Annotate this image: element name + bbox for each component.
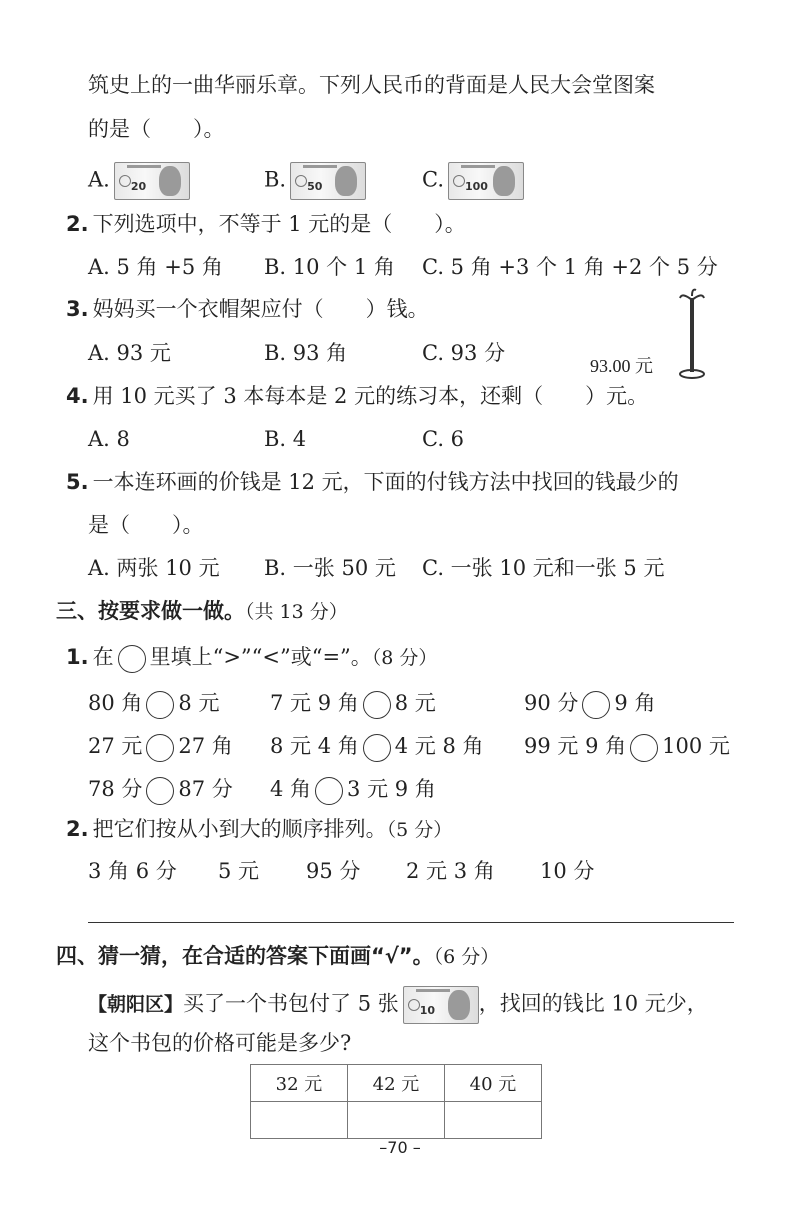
q3-question: 3. 妈妈买一个衣帽架应付（ ）钱。 <box>66 297 429 321</box>
q4-question: 4. 用 10 元买了 3 本每本是 2 元的练习本，还剩（ ）元。 <box>66 384 649 408</box>
q5-option-c[interactable]: C. 一张 10 元和一张 5 元 <box>422 556 665 580</box>
compare-circle[interactable] <box>146 734 174 762</box>
s4-question-line-1: 【朝阳区】买了一个书包付了 5 张 10 ，找回的钱比 10 元少， <box>88 986 708 1024</box>
compare-circle[interactable] <box>146 777 174 805</box>
banknote-20-icon: 20 <box>114 162 190 200</box>
answer-cell-40[interactable] <box>445 1102 542 1139</box>
q2-option-b[interactable]: B. 10 个 1 角 <box>264 255 395 279</box>
answer-divider-line <box>88 922 734 923</box>
intro-line-1: 筑史上的一曲华丽乐章。下列人民币的背面是人民大会堂图案 <box>88 73 655 97</box>
q3-option-a[interactable]: A. 93 元 <box>88 341 171 365</box>
section-3-title: 三、按要求做一做。（共 13 分） <box>56 599 348 623</box>
q4-option-c[interactable]: C. 6 <box>422 427 465 451</box>
order-item: 10 分 <box>540 859 595 883</box>
q1-option-c[interactable]: C. 100 <box>422 162 524 200</box>
section-4-title: 四、猜一猜，在合适的答案下面画“√”。（6 分） <box>56 944 500 968</box>
order-item: 3 角 6 分 <box>88 859 177 883</box>
q4-option-a[interactable]: A. 8 <box>88 427 130 451</box>
answer-cell-32[interactable] <box>251 1102 348 1139</box>
s4-question-line-2: 这个书包的价格可能是多少? <box>88 1031 352 1055</box>
answer-cell-42[interactable] <box>348 1102 445 1139</box>
q3-option-c[interactable]: C. 93 分 <box>422 341 506 365</box>
compare-item: 4 角 3 元 9 角 <box>270 774 436 805</box>
q5-question-line-1: 5. 一本连环画的价钱是 12 元，下面的付钱方法中找回的钱最少的 <box>66 470 679 494</box>
table-header-row <box>251 1065 542 1102</box>
compare-item: 99 元 9 角 100 元 <box>524 731 730 762</box>
q1-option-a[interactable]: A. 20 <box>88 162 190 200</box>
compare-circle[interactable] <box>630 734 658 762</box>
compare-item: 80 角 8 元 <box>88 688 219 719</box>
price-option-42: 42 元 <box>348 1065 445 1102</box>
compare-item: 90 分 9 角 <box>524 688 655 719</box>
banknote-50-icon: 50 <box>290 162 366 200</box>
price-choice-table <box>250 1064 542 1139</box>
coat-rack-icon <box>672 288 712 380</box>
table-answer-row <box>251 1102 542 1139</box>
q3-option-b[interactable]: B. 93 角 <box>264 341 348 365</box>
compare-circle[interactable] <box>315 777 343 805</box>
q4-option-b[interactable]: B. 4 <box>264 427 307 451</box>
compare-item: 27 元 27 角 <box>88 731 233 762</box>
compare-item: 78 分 87 分 <box>88 774 233 805</box>
price-option-32: 32 元 <box>251 1065 348 1102</box>
compare-circle[interactable] <box>582 691 610 719</box>
s3-p1-instruction: 1. 在 里填上“>”“<”或“=”。（8 分） <box>66 642 437 673</box>
q1-option-b[interactable]: B. 50 <box>264 162 366 200</box>
s3-p2-instruction: 2. 把它们按从小到大的顺序排列。（5 分） <box>66 817 453 841</box>
banknote-100-icon: 100 <box>448 162 524 200</box>
q2-option-c[interactable]: C. 5 角 +3 个 1 角 +2 个 5 分 <box>422 255 718 279</box>
order-item: 95 分 <box>306 859 361 883</box>
compare-item: 7 元 9 角 8 元 <box>270 688 436 719</box>
q5-question-line-2: 是（ ）。 <box>88 513 204 537</box>
compare-item: 8 元 4 角 4 元 8 角 <box>270 731 484 762</box>
q5-option-b[interactable]: B. 一张 50 元 <box>264 556 396 580</box>
compare-circle-sample <box>118 645 146 673</box>
q2-option-a[interactable]: A. 5 角 +5 角 <box>88 255 223 279</box>
compare-circle[interactable] <box>363 734 391 762</box>
order-item: 2 元 3 角 <box>406 859 495 883</box>
page-number: –70 – <box>379 1138 421 1157</box>
intro-line-2: 的是（ ）。 <box>88 117 225 141</box>
compare-circle[interactable] <box>146 691 174 719</box>
banknote-10-icon: 10 <box>403 986 479 1024</box>
price-option-40: 40 元 <box>445 1065 542 1102</box>
compare-circle[interactable] <box>363 691 391 719</box>
order-item: 5 元 <box>218 859 260 883</box>
coat-rack-price: 93.00 元 <box>590 356 653 376</box>
q5-option-a[interactable]: A. 两张 10 元 <box>88 556 220 580</box>
q2-question: 2. 下列选项中，不等于 1 元的是（ ）。 <box>66 212 466 236</box>
